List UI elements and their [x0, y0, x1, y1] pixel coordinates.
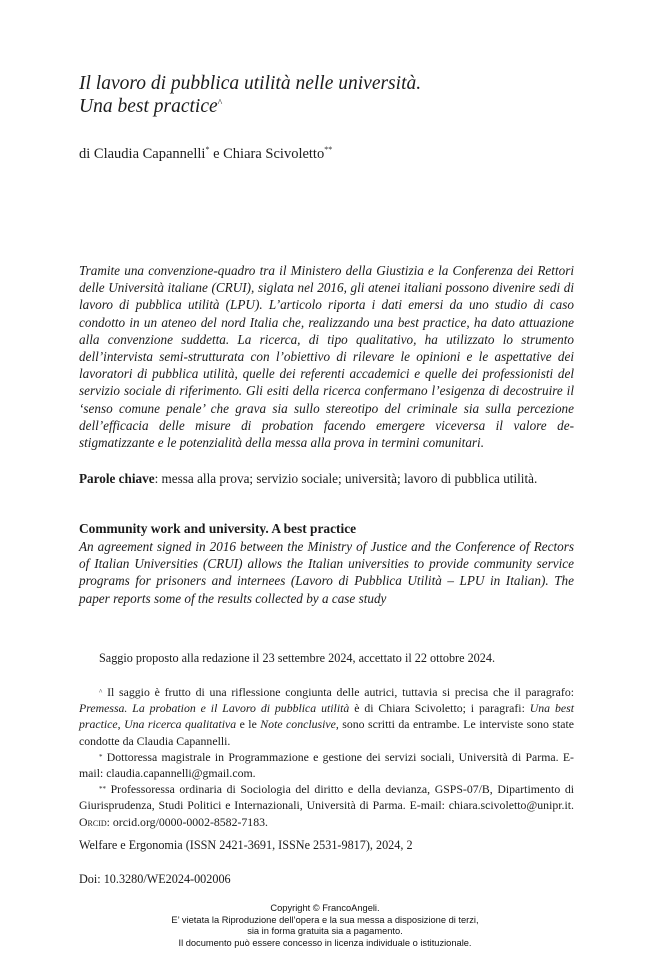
copyright-notice	[0, 903, 650, 949]
author-2: Chiara Scivoletto	[223, 146, 325, 162]
authors-prefix: di	[79, 146, 94, 162]
journal-info: Welfare e Ergonomia (ISSN 2421-3691, ISSNe 2531-9817), 2024, 2	[79, 838, 413, 852]
footnote-3-orcid-label: Orcid	[79, 814, 107, 829]
title-line-2-text: Una best practice	[79, 96, 218, 117]
copyright-line-1: Copyright © FrancoAngeli.	[270, 903, 380, 913]
abstract-italian: Tramite una convenzione-quadro tra il Ministero della Giustizia e la Conferenza dei Rettori delle Università italiane (CRUI), siglata nel 2016, gli atenei italiani possono divenire sedi di lavoro di pubblica utilità (LPU). L’articolo riporta i dati emersi da uno studio di caso condotto in un ateneo del nord Italia che, realizzando una best practice, ha dato attuazione alla convenzione suddetta. La ricerca, di tipo qualitativo, ha utilizzato lo strumento dell’intervista semi-strutturata con l’obiettivo di rilevare le opinioni e le aspettative dei lavoratori di pubblica utilità, quelle dei referenti accademici e quelle dei professionisti del servizio sociale di riferimento. Gli esiti della ricerca confermano l’esigenza di decostruire il ‘senso comune penale’ che grava sia sullo stereotipo del criminale sia sulla percezione dell’efficacia delle misure di probation facendo emergere viceversa il valore de-stigmatizzante e le potenzialità della messa alla prova in termini comunitari.	[79, 263, 574, 451]
authors-line	[79, 146, 332, 163]
abstract-english: An agreement signed in 2016 between the Ministry of Justice and the Conference of Rectors of Italian Universities (CRUI) allows the Italian universities to provide community service programs for prisoners and internees (Lavoro di Pubblica Utilità – LPU in Italian). The paper reports some of the results collected by a case study	[79, 539, 574, 606]
title-footnote-mark: ^	[217, 98, 223, 109]
keywords	[79, 470, 574, 487]
english-title: Community work and university. A best practice	[79, 521, 357, 536]
keywords-text: : messa alla prova; servizio sociale; università; lavoro di pubblica utilità.	[154, 471, 538, 486]
footnote-1-text-b: Premessa. La probation e il Lavoro di pubblica utilità	[79, 701, 350, 716]
footnotes	[79, 684, 574, 830]
footnote-1-text-h: Note conclusive,	[260, 717, 339, 732]
footnote-1	[79, 684, 574, 749]
footnote-3-mark: **	[99, 785, 106, 794]
footnote-3-text-a: Professoressa ordinaria di Sociologia del diritto e della devianza, GSPS-07/B, Dipartimento di Giurisprudenza, Studi Politici e Internazionali, Università di Parma. E-mail: chiara.scivoletto@unipr.it.	[79, 782, 574, 813]
copyright-line-3: sia in forma gratuita sia a pagamento.	[247, 926, 403, 937]
footnote-1-text-e: ,	[117, 717, 125, 732]
footnote-2-text: Dottoressa magistrale in Programmazione e gestione dei servizi sociali, Università di Parma. E-mail: claudia.capannelli@gmail.com.	[79, 749, 574, 781]
footnote-1-mark: ^	[99, 688, 103, 696]
title-line-2	[79, 95, 579, 118]
author-2-mark: **	[324, 145, 333, 154]
footnote-1-text-g: e le	[236, 717, 261, 732]
submission-dates: Saggio proposto alla redazione il 23 settembre 2024, accettato il 22 ottobre 2024.	[99, 651, 495, 665]
footnote-1-text-d: Una best practice	[79, 701, 574, 732]
copyright-line-4: Il documento può essere concesso in licenza individuale o istituzionale.	[178, 937, 472, 948]
footnote-3	[79, 781, 574, 830]
footnote-1-text-i: sono scritti da entrambe. Le interviste sono state condotte da Claudia Capannelli.	[79, 717, 574, 748]
footnote-1-text-f: Una ricerca qualitativa	[124, 717, 237, 732]
footnote-3-text-b: : orcid.org/0000-0002-8582-7183.	[106, 814, 268, 829]
footnote-2-mark: *	[99, 752, 103, 761]
footnote-1-text-a: Il saggio è frutto di una riflessione congiunta delle autrici, tuttavia si precisa che il paragrafo:	[102, 685, 574, 699]
footnote-2	[79, 749, 574, 781]
title-line-1: Il lavoro di pubblica utilità nelle università.	[79, 73, 422, 94]
authors-conjunction: e	[209, 146, 224, 162]
keywords-label: Parole chiave	[79, 471, 155, 486]
copyright-line-2: E’ vietata la Riproduzione dell’opera e la sua messa a disposizione di terzi,	[171, 914, 479, 925]
footnote-1-text-c: è di Chiara Scivoletto; i paragrafi:	[349, 701, 530, 716]
article-title	[79, 72, 579, 118]
doi: Doi: 10.3280/WE2024-002006	[79, 872, 231, 886]
author-1-mark: *	[205, 145, 210, 154]
author-1: Claudia Capannelli	[93, 146, 206, 162]
